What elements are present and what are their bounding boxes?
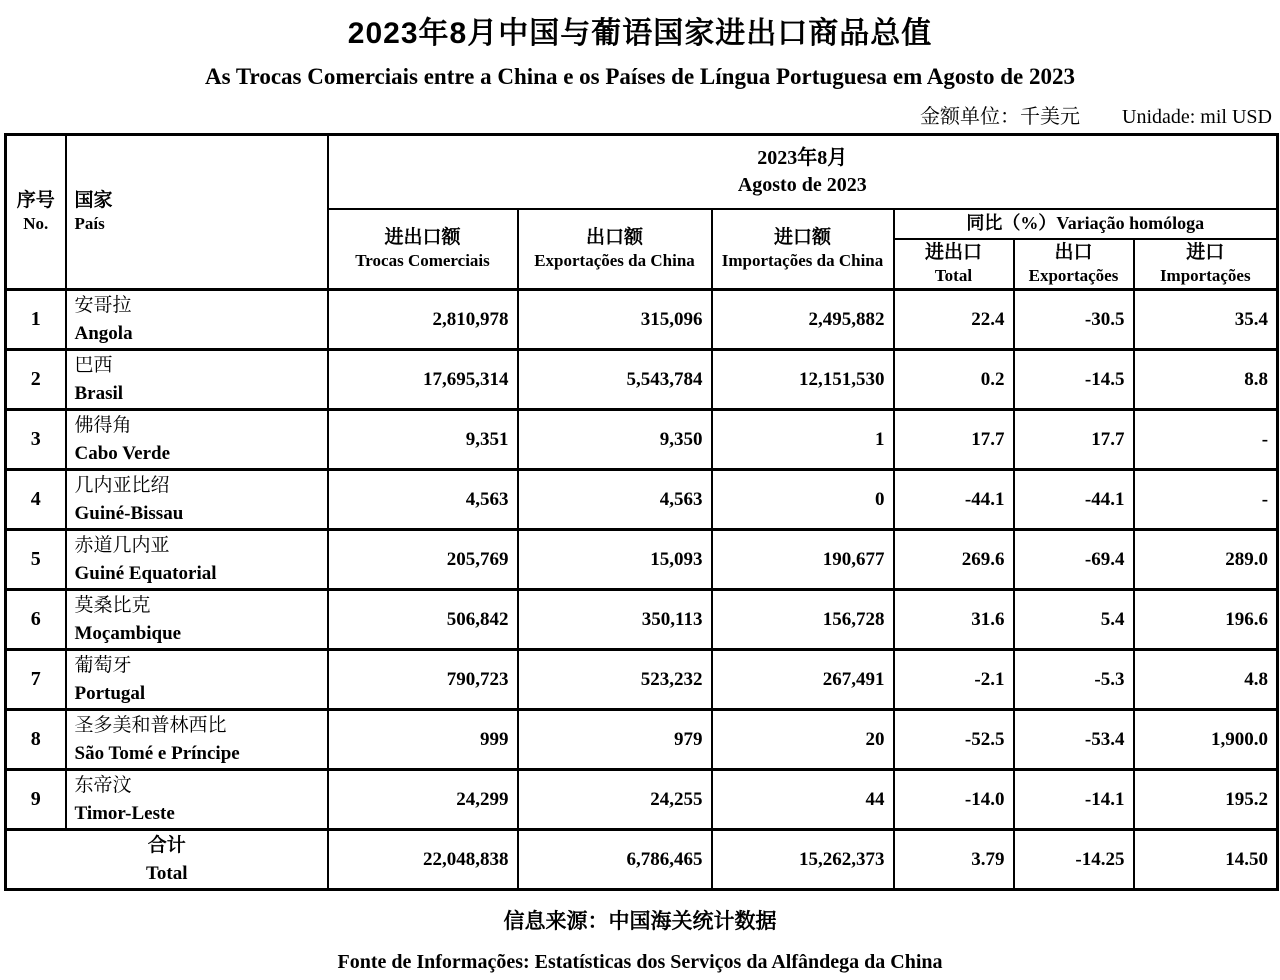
header-country-zh: 国家 bbox=[74, 189, 113, 211]
header-period-pt: Agosto de 2023 bbox=[737, 173, 867, 196]
yoy-total-value: 17.7 bbox=[894, 410, 1014, 470]
header-import-pt: Importações da China bbox=[721, 251, 884, 271]
country-name-zh: 几内亚比绍 bbox=[74, 475, 170, 497]
export-value: 15,093 bbox=[518, 530, 712, 590]
import-value: 2,495,882 bbox=[712, 290, 894, 350]
trade-data-table bbox=[4, 133, 1279, 891]
trade-value: 205,769 bbox=[328, 530, 518, 590]
row-number: 7 bbox=[6, 650, 66, 710]
country-name-pt: São Tomé e Príncipe bbox=[74, 742, 240, 764]
header-yoy-import-pt: Importações bbox=[1159, 266, 1251, 286]
header-no-zh: 序号 bbox=[16, 189, 55, 211]
header-yoy-import bbox=[1134, 239, 1278, 290]
country-name-pt: Guiné-Bissau bbox=[74, 502, 184, 524]
row-number: 2 bbox=[6, 350, 66, 410]
import-value: 267,491 bbox=[712, 650, 894, 710]
country-name-zh: 巴西 bbox=[74, 355, 113, 377]
header-country-pt: País bbox=[74, 214, 105, 234]
trade-value: 17,695,314 bbox=[328, 350, 518, 410]
unit-label-zh: 金额单位：千美元 bbox=[920, 106, 1080, 128]
export-value: 979 bbox=[518, 710, 712, 770]
row-number: 5 bbox=[6, 530, 66, 590]
total-yoy-import-value: 14.50 bbox=[1134, 830, 1278, 890]
total-label-cell bbox=[6, 830, 328, 890]
country-name-pt: Guiné Equatorial bbox=[74, 562, 217, 584]
trade-value: 24,299 bbox=[328, 770, 518, 830]
header-yoy-group: 同比（%）Variação homóloga bbox=[894, 209, 1278, 239]
country-name-pt: Angola bbox=[74, 322, 133, 344]
header-import-zh: 进口额 bbox=[773, 226, 831, 248]
header-yoy-total-zh: 进出口 bbox=[924, 241, 982, 263]
yoy-export-value: -5.3 bbox=[1014, 650, 1134, 710]
import-value: 1 bbox=[712, 410, 894, 470]
export-value: 5,543,784 bbox=[518, 350, 712, 410]
table-row bbox=[6, 710, 1278, 770]
trade-value: 9,351 bbox=[328, 410, 518, 470]
country-cell bbox=[66, 290, 328, 350]
export-value: 523,232 bbox=[518, 650, 712, 710]
page-title-pt: As Trocas Comerciais entre a China e os Países de Língua Portuguesa em Agosto de 2023 bbox=[205, 64, 1075, 89]
country-name-zh: 佛得角 bbox=[74, 415, 132, 437]
header-export-zh: 出口额 bbox=[585, 226, 643, 248]
table-row bbox=[6, 290, 1278, 350]
header-trade-zh: 进出口额 bbox=[384, 226, 461, 248]
table-row bbox=[6, 590, 1278, 650]
header-export-pt: Exportações da China bbox=[534, 251, 695, 271]
source-note-zh: 信息来源：中国海关统计数据 bbox=[503, 910, 777, 934]
country-name-zh: 赤道几内亚 bbox=[74, 535, 170, 557]
yoy-import-value: 35.4 bbox=[1134, 290, 1278, 350]
country-cell bbox=[66, 470, 328, 530]
import-value: 190,677 bbox=[712, 530, 894, 590]
header-period-zh: 2023年8月 bbox=[757, 146, 848, 169]
header-country bbox=[66, 135, 328, 290]
import-value: 44 bbox=[712, 770, 894, 830]
row-number: 8 bbox=[6, 710, 66, 770]
yoy-total-value: 0.2 bbox=[894, 350, 1014, 410]
yoy-export-value: 17.7 bbox=[1014, 410, 1134, 470]
yoy-import-value: 195.2 bbox=[1134, 770, 1278, 830]
total-yoy-total-value: 3.79 bbox=[894, 830, 1014, 890]
yoy-total-value: -14.0 bbox=[894, 770, 1014, 830]
country-name-pt: Portugal bbox=[74, 682, 146, 704]
total-import-value: 15,262,373 bbox=[712, 830, 894, 890]
total-row bbox=[6, 830, 1278, 890]
country-name-zh: 葡萄牙 bbox=[74, 655, 132, 677]
header-no bbox=[6, 135, 66, 290]
table-row bbox=[6, 410, 1278, 470]
yoy-total-value: -44.1 bbox=[894, 470, 1014, 530]
yoy-export-value: -69.4 bbox=[1014, 530, 1134, 590]
country-name-zh: 东帝汶 bbox=[74, 775, 132, 797]
yoy-import-value: 196.6 bbox=[1134, 590, 1278, 650]
header-yoy-export-zh: 出口 bbox=[1054, 241, 1093, 263]
export-value: 9,350 bbox=[518, 410, 712, 470]
header-import bbox=[712, 209, 894, 290]
row-number: 9 bbox=[6, 770, 66, 830]
trade-value: 506,842 bbox=[328, 590, 518, 650]
header-no-pt: No. bbox=[23, 214, 49, 234]
yoy-total-value: 31.6 bbox=[894, 590, 1014, 650]
total-label-pt: Total bbox=[145, 862, 188, 884]
unit-line bbox=[0, 100, 1272, 129]
yoy-export-value: -44.1 bbox=[1014, 470, 1134, 530]
header-yoy-total-pt: Total bbox=[934, 266, 973, 286]
country-cell bbox=[66, 770, 328, 830]
country-name-pt: Cabo Verde bbox=[74, 442, 171, 464]
import-value: 12,151,530 bbox=[712, 350, 894, 410]
yoy-import-value: 4.8 bbox=[1134, 650, 1278, 710]
country-name-pt: Moçambique bbox=[74, 622, 182, 644]
header-trade-pt: Trocas Comerciais bbox=[355, 251, 490, 271]
table-row bbox=[6, 650, 1278, 710]
yoy-import-value: - bbox=[1134, 470, 1278, 530]
yoy-import-value: 1,900.0 bbox=[1134, 710, 1278, 770]
trade-value: 790,723 bbox=[328, 650, 518, 710]
yoy-export-value: -53.4 bbox=[1014, 710, 1134, 770]
trade-value: 4,563 bbox=[328, 470, 518, 530]
country-name-pt: Brasil bbox=[74, 382, 124, 404]
yoy-total-value: 269.6 bbox=[894, 530, 1014, 590]
country-cell bbox=[66, 650, 328, 710]
yoy-export-value: -14.1 bbox=[1014, 770, 1134, 830]
country-cell bbox=[66, 590, 328, 650]
header-yoy-total bbox=[894, 239, 1014, 290]
trade-value: 2,810,978 bbox=[328, 290, 518, 350]
country-cell bbox=[66, 530, 328, 590]
header-export bbox=[518, 209, 712, 290]
table-row bbox=[6, 470, 1278, 530]
country-cell bbox=[66, 350, 328, 410]
header-trade bbox=[328, 209, 518, 290]
row-number: 6 bbox=[6, 590, 66, 650]
country-name-pt: Timor-Leste bbox=[74, 802, 175, 824]
export-value: 350,113 bbox=[518, 590, 712, 650]
total-trade-value: 22,048,838 bbox=[328, 830, 518, 890]
header-row-1 bbox=[6, 135, 1278, 209]
country-cell bbox=[66, 410, 328, 470]
table-row bbox=[6, 350, 1278, 410]
header-period bbox=[328, 135, 1278, 209]
yoy-export-value: -30.5 bbox=[1014, 290, 1134, 350]
row-number: 3 bbox=[6, 410, 66, 470]
table-row bbox=[6, 770, 1278, 830]
export-value: 4,563 bbox=[518, 470, 712, 530]
yoy-export-value: 5.4 bbox=[1014, 590, 1134, 650]
yoy-export-value: -14.5 bbox=[1014, 350, 1134, 410]
total-export-value: 6,786,465 bbox=[518, 830, 712, 890]
export-value: 24,255 bbox=[518, 770, 712, 830]
export-value: 315,096 bbox=[518, 290, 712, 350]
country-name-zh: 安哥拉 bbox=[74, 295, 132, 317]
source-note-pt: Fonte de Informações: Estatísticas dos Serviços da Alfândega da China bbox=[337, 951, 943, 974]
header-yoy-export-pt: Exportações bbox=[1028, 266, 1119, 286]
yoy-import-value: - bbox=[1134, 410, 1278, 470]
total-yoy-export-value: -14.25 bbox=[1014, 830, 1134, 890]
table-row bbox=[6, 530, 1278, 590]
header-yoy-import-zh: 进口 bbox=[1186, 241, 1225, 263]
row-number: 4 bbox=[6, 470, 66, 530]
yoy-total-value: 22.4 bbox=[894, 290, 1014, 350]
unit-label-pt: Unidade: mil USD bbox=[1122, 106, 1272, 128]
row-number: 1 bbox=[6, 290, 66, 350]
trade-value: 999 bbox=[328, 710, 518, 770]
import-value: 0 bbox=[712, 470, 894, 530]
page-title-zh: 2023年8月中国与葡语国家进出口商品总值 bbox=[347, 17, 933, 50]
country-name-zh: 莫桑比克 bbox=[74, 595, 151, 617]
yoy-import-value: 8.8 bbox=[1134, 350, 1278, 410]
total-label-zh: 合计 bbox=[147, 835, 186, 857]
country-cell bbox=[66, 710, 328, 770]
import-value: 156,728 bbox=[712, 590, 894, 650]
header-yoy-export bbox=[1014, 239, 1134, 290]
country-name-zh: 圣多美和普林西比 bbox=[74, 715, 227, 737]
yoy-total-value: -52.5 bbox=[894, 710, 1014, 770]
yoy-total-value: -2.1 bbox=[894, 650, 1014, 710]
yoy-import-value: 289.0 bbox=[1134, 530, 1278, 590]
import-value: 20 bbox=[712, 710, 894, 770]
